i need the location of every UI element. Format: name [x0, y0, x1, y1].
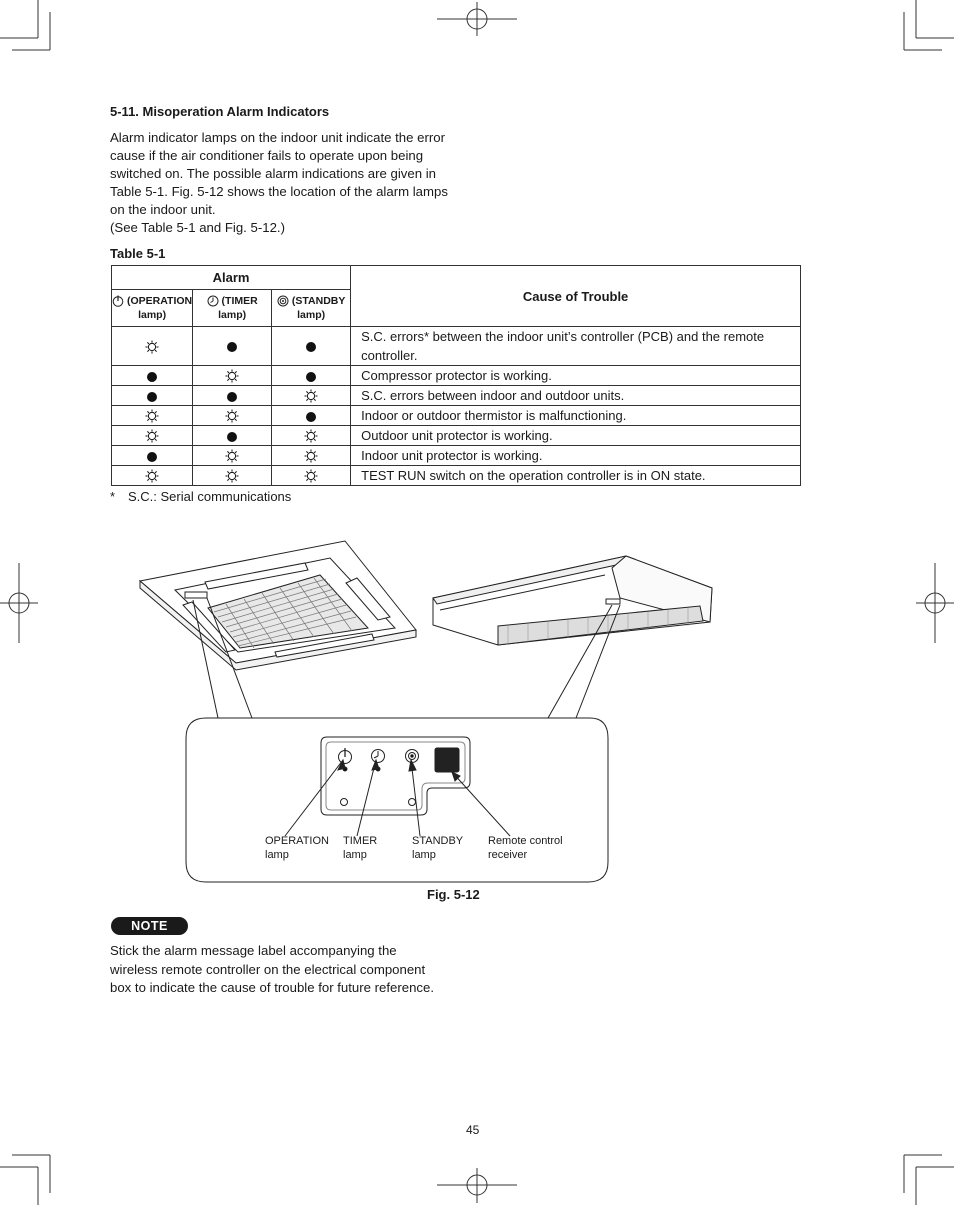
- lamp-state-cell: [272, 406, 351, 426]
- lamp-state-cell: [193, 386, 272, 406]
- standby-icon: [277, 295, 289, 307]
- paragraph-line: (See Table 5-1 and Fig. 5-12.): [110, 220, 285, 235]
- lit-lamp-icon: [306, 342, 316, 352]
- lamp-state-cell: [112, 327, 193, 366]
- cause-line: S.C. errors* between the indoor unit’s controller (PCB) and the remote: [361, 329, 765, 344]
- lit-lamp-icon: [306, 372, 316, 382]
- cause-cell: [351, 406, 801, 426]
- standby-lamp-header: [272, 290, 351, 327]
- power-icon: [112, 295, 124, 307]
- cause-cell: [351, 426, 801, 446]
- note-text: [110, 942, 470, 998]
- lit-lamp-icon: [227, 342, 237, 352]
- lamp-state-cell: [112, 386, 193, 406]
- cause-line: TEST RUN switch on the operation controller is in ON state.: [361, 468, 706, 483]
- lamp-state-cell: [272, 327, 351, 366]
- lit-lamp-icon: [147, 392, 157, 402]
- lamp-state-cell: [112, 406, 193, 426]
- label-line2: receiver: [488, 849, 528, 861]
- lamp-state-cell: [272, 426, 351, 446]
- cause-header: Cause of Trouble: [351, 266, 801, 327]
- remote-receiver: [435, 748, 459, 772]
- lamp-state-cell: [193, 327, 272, 366]
- lamp-state-cell: [272, 446, 351, 466]
- table-row: [112, 386, 801, 406]
- paragraph-line: switched on. The possible alarm indications are given in: [110, 166, 436, 181]
- lamp-state-cell: [193, 446, 272, 466]
- label-line1: Remote control: [488, 835, 563, 847]
- cause-cell: [351, 466, 801, 486]
- flashing-lamp-icon: [145, 429, 159, 443]
- label-line2: lamp: [412, 849, 436, 861]
- table-row: [112, 327, 801, 366]
- flashing-lamp-icon: [225, 469, 239, 483]
- lit-lamp-icon: [227, 432, 237, 442]
- lamp-state-cell: [112, 446, 193, 466]
- paragraph-line: on the indoor unit.: [110, 202, 216, 217]
- ceiling-unit-illustration: [433, 556, 712, 645]
- alarm-table: [111, 265, 801, 486]
- page-number: 45: [466, 1123, 480, 1137]
- clock-icon: [207, 295, 219, 307]
- cause-line: Indoor unit protector is working.: [361, 448, 543, 463]
- paragraph-line: Alarm indicator lamps on the indoor unit indicate the error: [110, 130, 445, 145]
- lamp-header-line2: lamp): [218, 309, 247, 321]
- operation-lamp-header: [112, 290, 193, 327]
- cause-cell: [351, 327, 801, 366]
- lamp-header-line2: lamp): [138, 309, 167, 321]
- cause-line: controller.: [361, 348, 418, 363]
- lit-lamp-icon: [147, 372, 157, 382]
- lit-lamp-icon: [147, 452, 157, 462]
- lamp-state-cell: [193, 406, 272, 426]
- timer-lamp-header: [193, 290, 272, 327]
- timer-lamp-label: [343, 834, 377, 862]
- note-line: box to indicate the cause of trouble for future reference.: [110, 980, 435, 995]
- flashing-lamp-icon: [225, 449, 239, 463]
- label-line2: lamp: [343, 849, 367, 861]
- table-row: [112, 446, 801, 466]
- remote-receiver-label: [488, 834, 563, 862]
- lamp-state-cell: [272, 466, 351, 486]
- table-label: Table 5-1: [110, 246, 166, 261]
- note-badge: NOTE: [111, 917, 188, 935]
- paragraph-line: Table 5-1. Fig. 5-12 shows the location of the alarm lamps: [110, 184, 448, 199]
- label-line2: lamp: [265, 849, 289, 861]
- flashing-lamp-icon: [145, 469, 159, 483]
- lamp-state-cell: [112, 366, 193, 386]
- cause-line: S.C. errors between indoor and outdoor units.: [361, 388, 625, 403]
- operation-lamp-label: [265, 834, 329, 862]
- lamp-state-cell: [193, 426, 272, 446]
- cassette-unit-illustration: [140, 541, 416, 670]
- footnote: [110, 489, 291, 504]
- flashing-lamp-icon: [145, 409, 159, 423]
- lamp-state-cell: [193, 466, 272, 486]
- note-line: Stick the alarm message label accompanying the: [110, 943, 397, 958]
- note-line: wireless remote controller on the electrical component: [110, 961, 426, 977]
- lamp-state-cell: [112, 466, 193, 486]
- cause-cell: [351, 446, 801, 466]
- flashing-lamp-icon: [225, 369, 239, 383]
- cause-line: Indoor or outdoor thermistor is malfunctioning.: [361, 408, 627, 423]
- flashing-lamp-icon: [304, 449, 318, 463]
- lamp-header-line1: (OPERATION: [127, 295, 193, 307]
- flashing-lamp-icon: [304, 429, 318, 443]
- lamp-header-line1: (TIMER: [221, 295, 258, 307]
- lit-lamp-icon: [306, 412, 316, 422]
- table-row: [112, 426, 801, 446]
- label-line1: OPERATION: [265, 835, 329, 847]
- flashing-lamp-icon: [304, 469, 318, 483]
- footnote-text: S.C.: Serial communications: [128, 489, 292, 504]
- lamp-state-cell: [272, 386, 351, 406]
- standby-lamp-label: [412, 834, 463, 862]
- footnote-marker: *: [110, 489, 116, 504]
- label-line1: STANDBY: [412, 835, 464, 847]
- lamp-state-cell: [112, 426, 193, 446]
- cause-cell: [351, 386, 801, 406]
- lit-lamp-icon: [227, 392, 237, 402]
- cause-cell: [351, 366, 801, 386]
- table-row: [112, 466, 801, 486]
- lamp-state-cell: [193, 366, 272, 386]
- paragraph-line: cause if the air conditioner fails to operate upon being: [110, 148, 424, 163]
- label-line1: TIMER: [343, 835, 378, 847]
- section-heading: 5-11. Misoperation Alarm Indicators: [110, 104, 330, 119]
- lamp-header-line1: (STANDBY: [291, 295, 346, 307]
- alarm-header: Alarm: [112, 266, 351, 290]
- alarm-table-body: [112, 327, 801, 486]
- flashing-lamp-icon: [304, 389, 318, 403]
- intro-paragraph: [110, 129, 480, 237]
- lamp-state-cell: [272, 366, 351, 386]
- table-row: [112, 366, 801, 386]
- flashing-lamp-icon: [225, 409, 239, 423]
- cause-line: Compressor protector is working.: [361, 368, 552, 383]
- indoor-unit-figure: [130, 535, 720, 885]
- flashing-lamp-icon: [145, 340, 159, 354]
- table-row: [112, 406, 801, 426]
- lamp-header-line2: lamp): [297, 309, 326, 321]
- figure-caption: Fig. 5-12: [427, 887, 480, 902]
- cause-line: Outdoor unit protector is working.: [361, 428, 553, 443]
